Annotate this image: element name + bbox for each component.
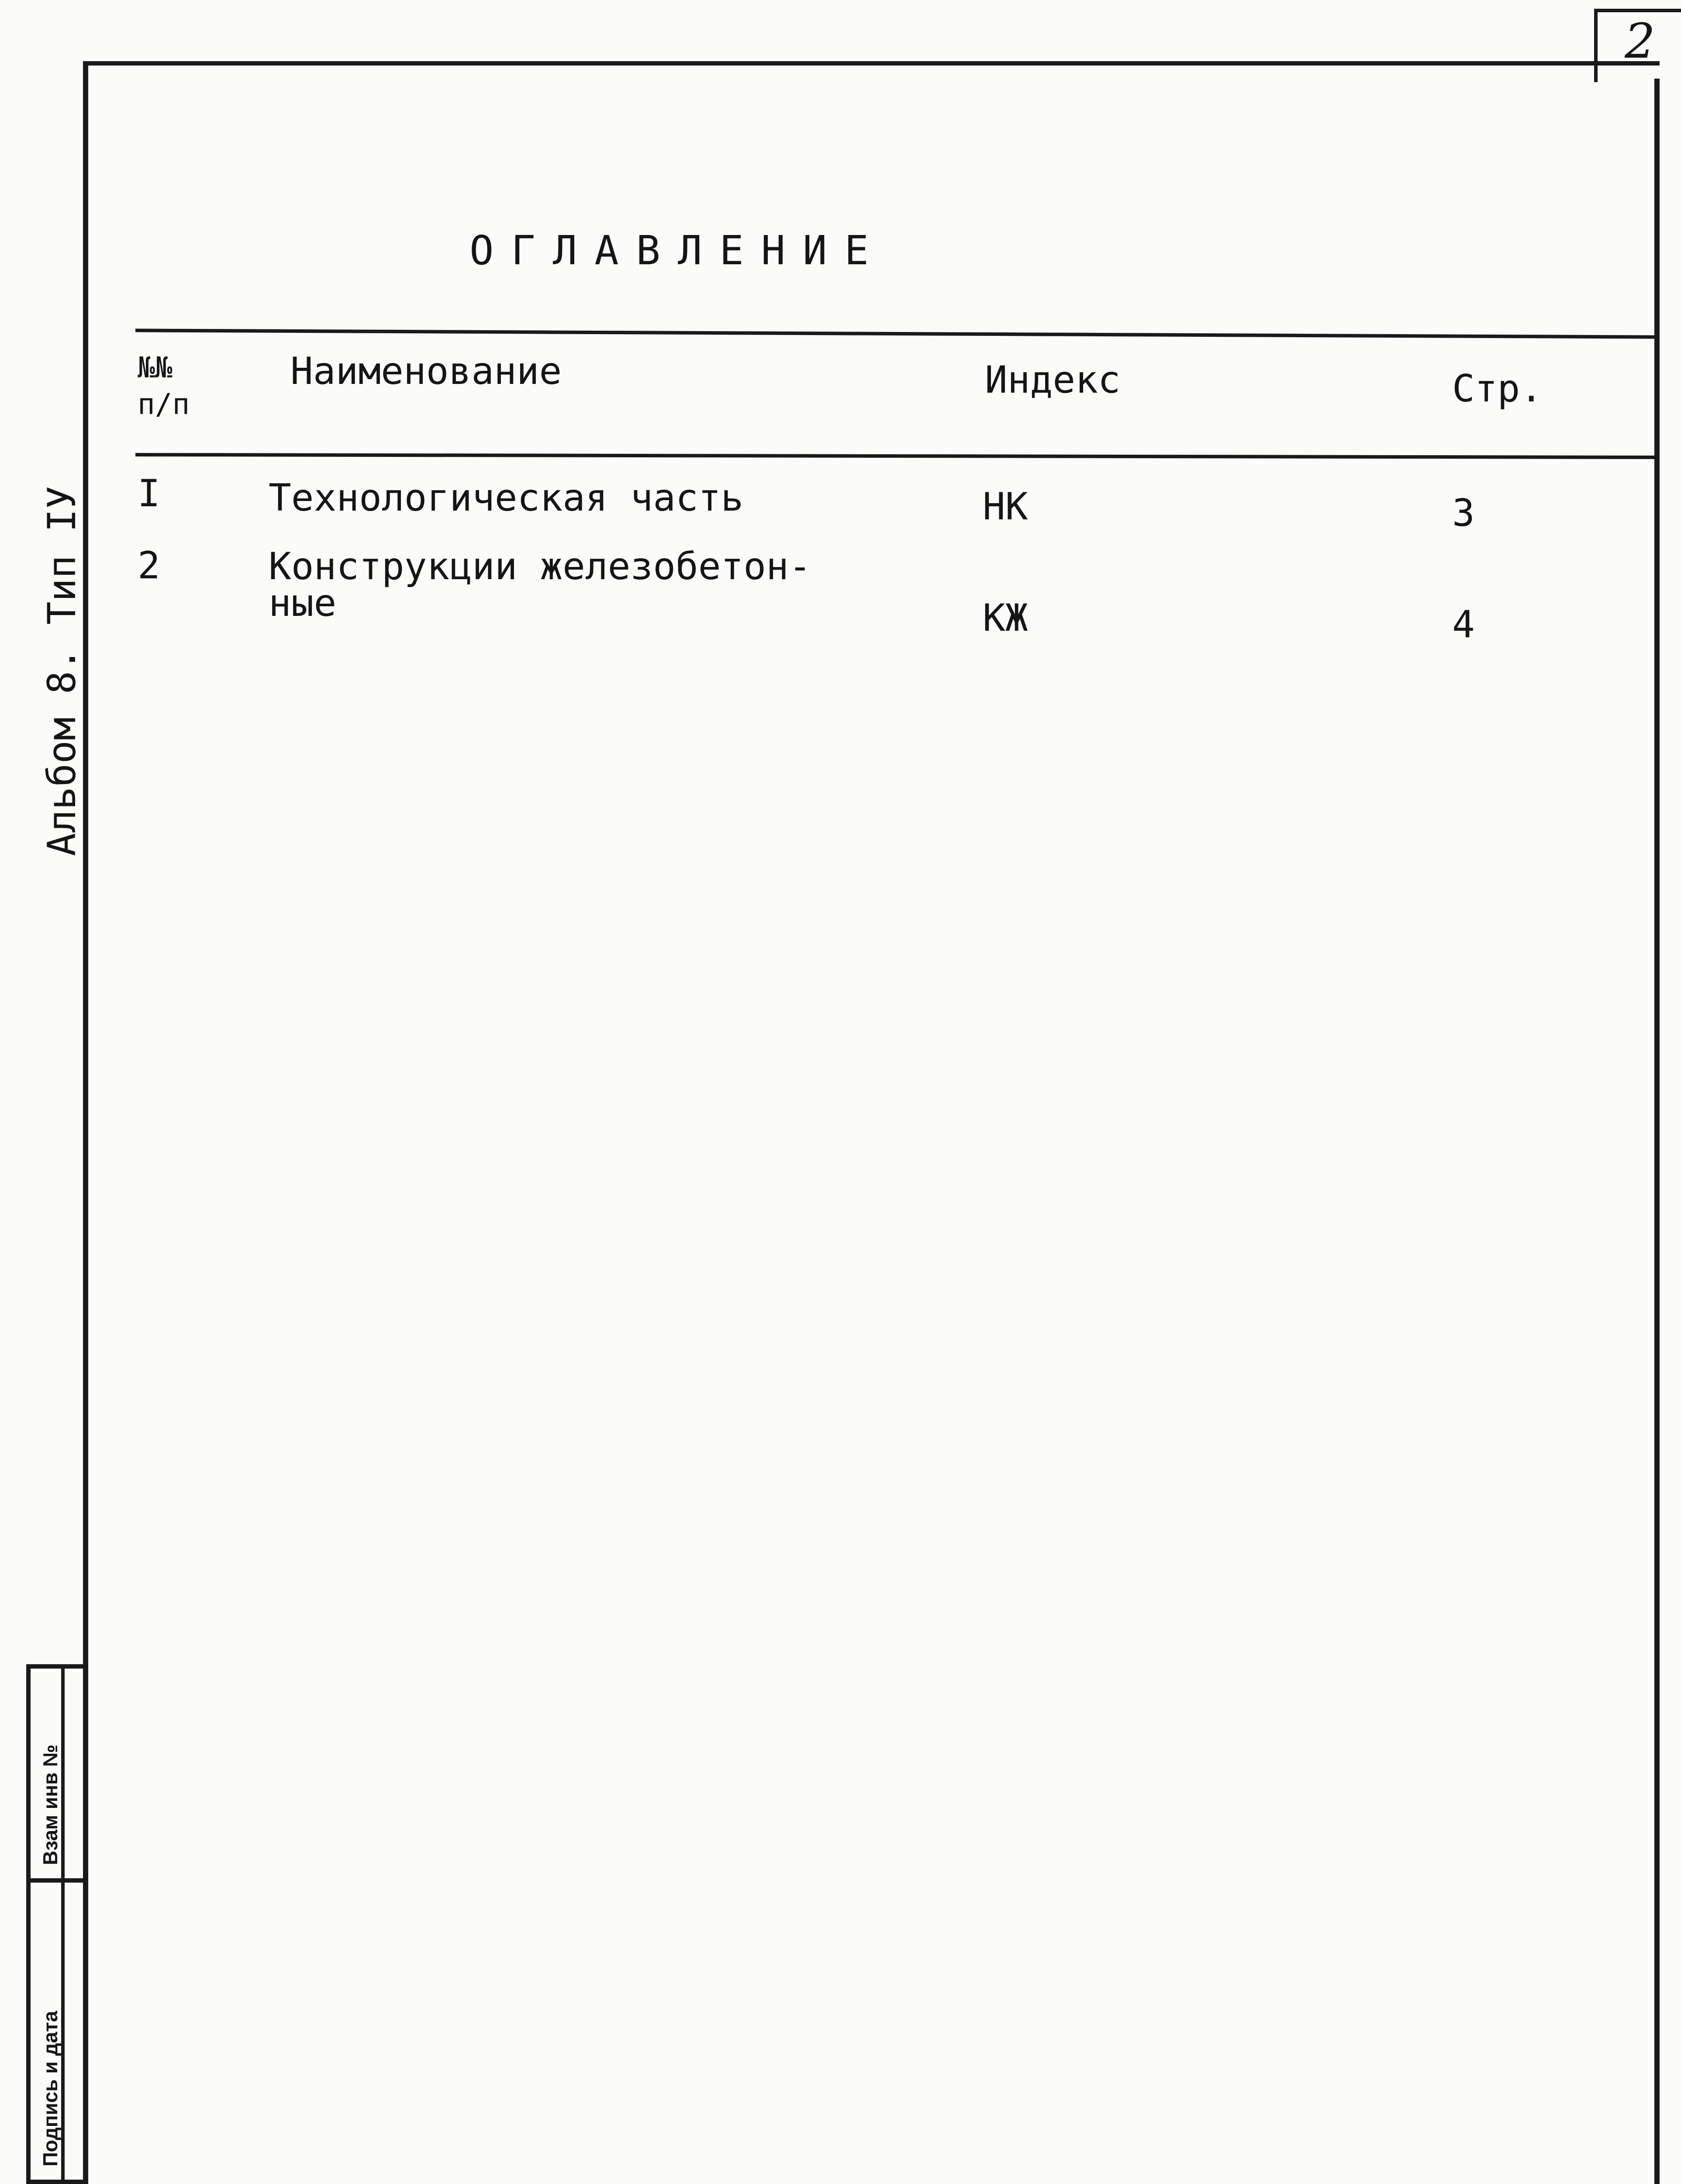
header-name: Наименование — [290, 349, 562, 393]
frame-right-border — [1654, 79, 1660, 2184]
row-index: КЖ — [983, 596, 1028, 640]
page-title: ОГЛАВЛЕНИЕ — [469, 227, 886, 274]
row-name: Конструкции железобетон- ные — [269, 545, 811, 625]
header-page: Стр. — [1452, 367, 1543, 411]
row-index: НК — [983, 485, 1028, 529]
side-stamp-separator — [26, 2180, 87, 2184]
row-num: 2 — [138, 544, 160, 587]
row-name: Технологическая часть — [269, 476, 744, 520]
header-num: №№ п/п — [138, 351, 190, 421]
album-label: Альбом 8. Тип IУ — [39, 486, 84, 856]
side-stamp-separator — [26, 1878, 87, 1883]
replace-inv-label: Взам инв № — [39, 1744, 62, 1865]
table-header-rule — [135, 453, 1660, 459]
sheet-number: 2 — [1625, 13, 1655, 69]
table-top-rule — [135, 328, 1660, 339]
row-page: 3 — [1452, 491, 1475, 535]
row-page: 4 — [1452, 603, 1475, 646]
row-num: I — [138, 472, 160, 515]
header-index: Индекс — [985, 358, 1121, 402]
signature-date-label: Подпись и дата — [39, 2011, 62, 2167]
frame-top-border — [83, 61, 1660, 66]
